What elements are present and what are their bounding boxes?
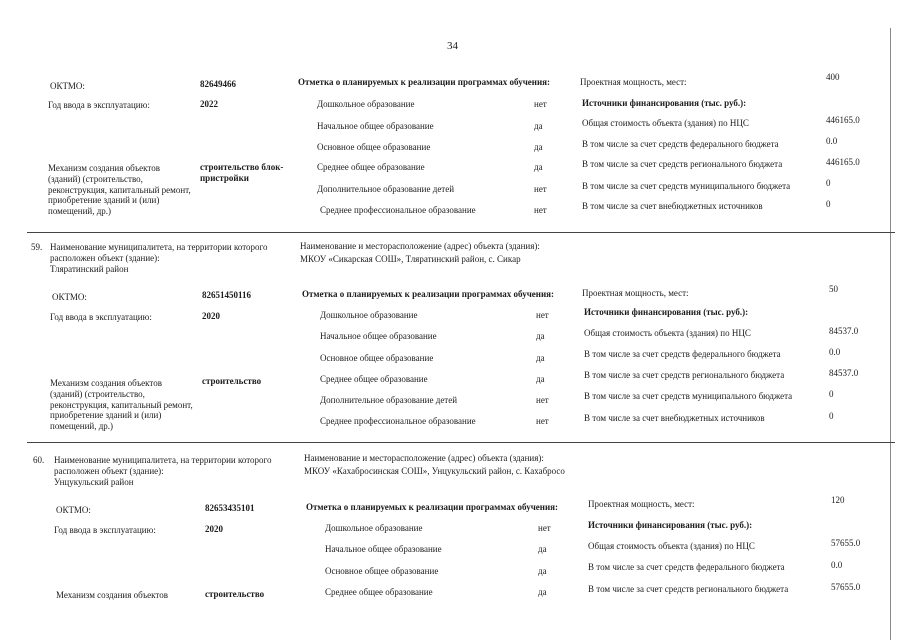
programs-header: Отметка о планируемых к реализации программах обучения: [298, 77, 551, 87]
program-mark: да [538, 566, 547, 576]
oktmo-label: ОКТМО: [50, 81, 85, 91]
funding-value: 446165.0 [826, 115, 860, 125]
funding-value: 84537.0 [829, 326, 859, 336]
program-mark: да [536, 374, 545, 384]
program-mark: нет [536, 416, 549, 426]
mechanism-label: Механизм создания объектов (зданий) (строительство, реконструкция, капитальный ремонт, приобретение зданий и (или) помещений, др.) [50, 378, 193, 432]
program-label: Дополнительное образование детей [320, 395, 458, 405]
program-mark: да [536, 353, 545, 363]
entry-number: 59. [31, 242, 43, 252]
funding-label: В том числе за счет средств федерального бюджета [584, 349, 781, 359]
funding-label: В том числе за счет внебюджетных источников [584, 413, 765, 423]
funding-header: Источники финансирования (тыс. руб.): [584, 307, 749, 317]
capacity-label: Проектная мощность, мест: [582, 288, 689, 298]
row-divider [27, 442, 895, 443]
object-value: МКОУ «Сикарская СОШ», Тляратинский район, с. Сикар [300, 254, 521, 264]
funding-value: 57655.0 [831, 582, 861, 592]
programs-header: Отметка о планируемых к реализации программах обучения: [306, 502, 559, 512]
funding-label: В том числе за счет средств регионального бюджета [584, 370, 785, 380]
capacity-label: Проектная мощность, мест: [580, 77, 687, 87]
program-label: Среднее общее образование [320, 374, 428, 384]
program-label: Основное общее образование [317, 142, 431, 152]
funding-value: 0 [826, 178, 831, 188]
program-label: Среднее общее образование [317, 162, 425, 172]
object-label: Наименование и месторасположение (адрес) объекта (здания): [300, 241, 540, 251]
capacity-value: 120 [831, 495, 845, 505]
funding-label: В том числе за счет средств федерального бюджета [588, 562, 785, 572]
capacity-value: 50 [829, 284, 838, 294]
oktmo-value: 82649466 [200, 79, 236, 89]
funding-value: 57655.0 [831, 538, 861, 548]
funding-value: 0 [829, 411, 834, 421]
program-mark: нет [536, 310, 549, 320]
entry-number: 60. [33, 455, 45, 465]
year-value: 2022 [200, 99, 218, 109]
funding-value: 0.0 [831, 560, 843, 570]
program-label: Дошкольное образование [317, 99, 415, 109]
year-label: Год ввода в эксплуатацию: [50, 312, 152, 322]
funding-value: 0.0 [826, 136, 838, 146]
program-mark: нет [534, 99, 547, 109]
mechanism-label: Механизм создания объектов (зданий) (строительство, реконструкция, капитальный ремонт, приобретение зданий и (или) помещений, др.) [48, 163, 191, 217]
funding-value: 0 [829, 389, 834, 399]
funding-label: В том числе за счет внебюджетных источников [582, 201, 763, 211]
program-mark: нет [538, 523, 551, 533]
municipality-label: Наименование муниципалитета, на территории которого расположен объект (здание): [50, 242, 268, 263]
mechanism-value: строительство [202, 376, 262, 386]
capacity-label: Проектная мощность, мест: [588, 499, 695, 509]
program-mark: нет [534, 184, 547, 194]
year-value: 2020 [205, 524, 223, 534]
mechanism-label: Механизм создания объектов [56, 590, 168, 600]
program-mark: да [534, 162, 543, 172]
table-right-border [890, 28, 891, 640]
oktmo-value: 82653435101 [205, 503, 255, 513]
year-label: Год ввода в эксплуатацию: [54, 525, 156, 535]
funding-label: Общая стоимость объекта (здания) по НЦС [582, 118, 749, 128]
program-mark: нет [534, 205, 547, 215]
oktmo-label: ОКТМО: [52, 292, 87, 302]
funding-value: 0.0 [829, 347, 841, 357]
funding-value: 0 [826, 199, 831, 209]
program-label: Начальное общее образование [317, 121, 434, 131]
program-label: Начальное общее образование [325, 544, 442, 554]
program-mark: да [536, 331, 545, 341]
program-label: Дополнительное образование детей [317, 184, 455, 194]
funding-header: Источники финансирования (тыс. руб.): [582, 98, 747, 108]
program-mark: да [538, 587, 547, 597]
oktmo-label: ОКТМО: [56, 505, 91, 515]
object-label: Наименование и месторасположение (адрес) объекта (здания): [304, 453, 544, 463]
year-value: 2020 [202, 311, 220, 321]
year-label: Год ввода в эксплуатацию: [48, 100, 150, 110]
program-label: Дошкольное образование [325, 523, 423, 533]
program-label: Основное общее образование [320, 353, 434, 363]
program-mark: нет [536, 395, 549, 405]
oktmo-value: 82651450116 [202, 290, 252, 300]
funding-value: 84537.0 [829, 368, 859, 378]
program-mark: да [534, 121, 543, 131]
municipality-label: Наименование муниципалитета, на территории которого расположен объект (здание): [54, 455, 272, 476]
mechanism-value: строительство [205, 589, 265, 599]
capacity-value: 400 [826, 72, 840, 82]
funding-label: В том числе за счет средств федерального бюджета [582, 139, 779, 149]
funding-label: В том числе за счет средств регионального бюджета [588, 584, 789, 594]
funding-label: В том числе за счет средств муниципального бюджета [584, 391, 793, 401]
municipality-value: Тляратинский район [50, 264, 129, 274]
object-value: МКОУ «Кахабросинская СОШ», Унцукульский район, с. Кахабросо [304, 466, 565, 476]
funding-label: В том числе за счет средств регионального бюджета [582, 159, 783, 169]
program-mark: да [534, 142, 543, 152]
funding-label: В том числе за счет средств муниципального бюджета [582, 181, 791, 191]
programs-header: Отметка о планируемых к реализации программах обучения: [302, 289, 555, 299]
program-label: Среднее профессиональное образование [320, 416, 476, 426]
funding-value: 446165.0 [826, 157, 860, 167]
mechanism-value: строительство блок-пристройки [200, 162, 284, 183]
program-label: Начальное общее образование [320, 331, 437, 341]
row-divider [27, 232, 895, 233]
program-label: Среднее общее образование [325, 587, 433, 597]
funding-label: Общая стоимость объекта (здания) по НЦС [584, 328, 751, 338]
funding-label: Общая стоимость объекта (здания) по НЦС [588, 541, 755, 551]
program-label: Среднее профессиональное образование [320, 205, 476, 215]
funding-header: Источники финансирования (тыс. руб.): [588, 520, 753, 530]
page-number: 34 [447, 40, 458, 52]
municipality-value: Унцукульский район [54, 477, 134, 487]
program-mark: да [538, 544, 547, 554]
program-label: Дошкольное образование [320, 310, 418, 320]
program-label: Основное общее образование [325, 566, 439, 576]
